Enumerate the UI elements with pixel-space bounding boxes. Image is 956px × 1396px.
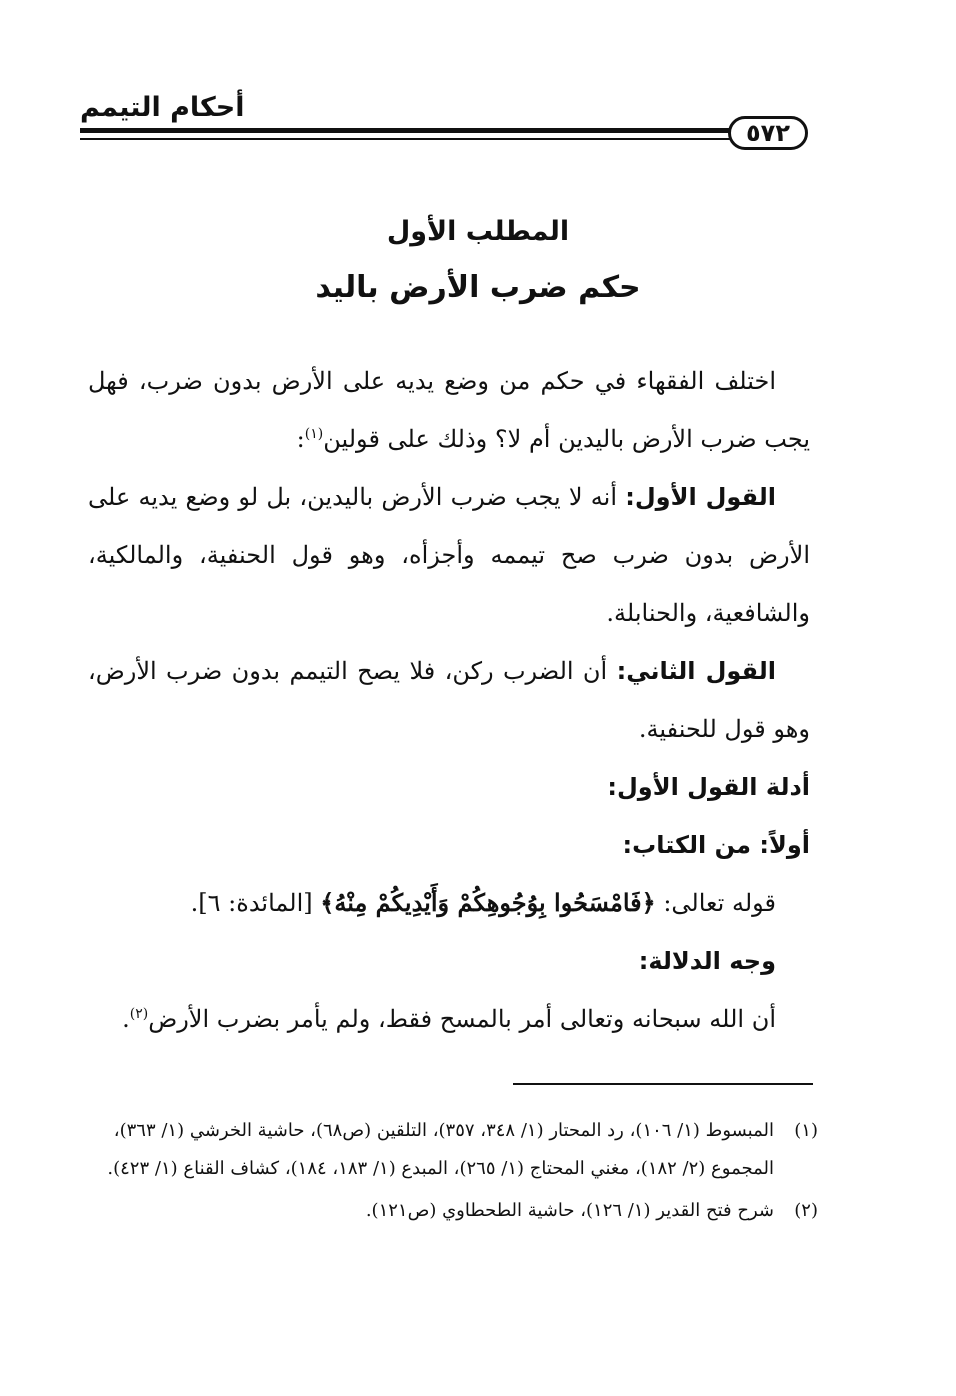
footnotes — [96, 1112, 818, 1234]
opinion-1-paragraph — [88, 468, 810, 642]
opinion-2-label: القول الثاني: — [616, 657, 776, 685]
footnote-ref-1: (١) — [304, 426, 324, 442]
indication-end: . — [122, 1005, 130, 1033]
page-number-badge: ٥٧٢ — [728, 116, 808, 150]
indication-text: أن الله سبحانه وتعالى أمر بالمسح فقط، ولم يأمر بضرب الأرض — [148, 1005, 776, 1033]
section-title: المطلب الأول — [386, 216, 570, 247]
footnote-1 — [96, 1112, 818, 1188]
footnote-separator — [513, 1083, 813, 1085]
footnote-2-number: (٢) — [794, 1200, 818, 1221]
intro-text: اختلف الفقهاء في حكم من وضع يديه على الأرض بدون ضرب، فهل يجب ضرب الأرض باليدين أم لا؟ وذلك على قولين — [88, 367, 810, 453]
verse-paragraph — [88, 874, 810, 932]
opinion-1-text: أنه لا يجب ضرب الأرض باليدين، بل لو وضع يديه على الأرض بدون ضرب صح تيممه وأجزأه، وهو قول الحنفية، والمالكية، والشافعية، والحنابلة. — [88, 483, 810, 627]
evidence-heading: أدلة القول الأول: — [607, 773, 810, 801]
footnote-1-number: (١) — [794, 1120, 818, 1141]
footnote-2-text: شرح فتح القدير (١/ ١٢٦)، حاشية الطحطاوي (ص١٢١). — [365, 1200, 774, 1221]
verse-citation: [المائدة: ٦]. — [190, 889, 313, 917]
intro-end: : — [296, 425, 305, 453]
opinion-2-paragraph — [88, 642, 810, 758]
opinion-2-text: أن الضرب ركن، فلا يصح التيمم بدون ضرب الأرض، وهو قول للحنفية. — [88, 657, 810, 743]
verse-intro: قوله تعالى: — [663, 889, 776, 917]
header-rule-thick — [80, 128, 730, 133]
footnote-ref-2: (٢) — [129, 1006, 149, 1022]
indication-paragraph — [88, 990, 810, 1048]
body-text — [88, 352, 810, 1048]
intro-paragraph — [88, 352, 810, 468]
running-header-title: أحكام التيمم — [80, 92, 245, 123]
indication-label: وجه الدلالة: — [638, 947, 776, 975]
book-heading: أولاً: من الكتاب: — [622, 831, 810, 859]
section-subtitle: حكم ضرب الأرض باليد — [315, 270, 641, 305]
footnote-2 — [96, 1192, 818, 1230]
quran-verse: ﴿فَامْسَحُوا بِوُجُوهِكُمْ وَأَيْدِيكُمْ مِنْهُ﴾ — [320, 888, 656, 917]
header-rule-thin — [80, 138, 730, 140]
footnote-1-text: المبسوط (١/ ١٠٦)، رد المحتار (١/ ٣٤٨، ٣٥٧)، التلقين (ص٦٨)، حاشية الخرشي (١/ ٣٦٣)، المجموع (٢/ ١٨٢)، مغني المحتاج (١/ ٢٦٥)، المبدع (١/ ١٨٣، ١٨٤)، كشاف القناع (١/ ٤٢٣). — [107, 1120, 774, 1179]
opinion-1-label: القول الأول: — [625, 483, 776, 511]
